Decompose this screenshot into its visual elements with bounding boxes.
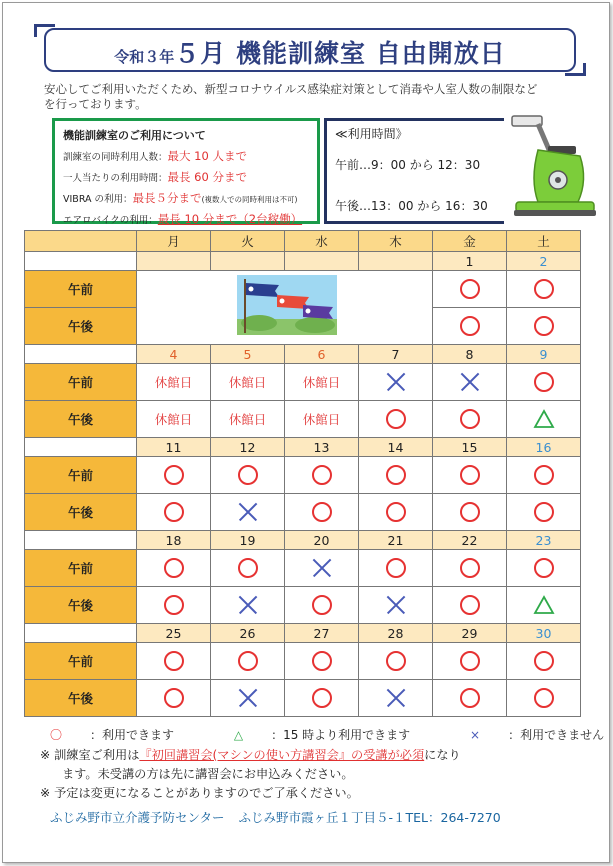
legend-partial: △ ：15 時より利用できます xyxy=(233,728,411,742)
exercise-bike-icon xyxy=(508,110,598,225)
slot-am xyxy=(285,457,359,494)
closed-label: 休館日 xyxy=(302,375,341,390)
period-pm: 午後 xyxy=(25,680,137,717)
day-number: 23 xyxy=(507,531,581,550)
usage-line-vibra: VIBRA の利用：最長５分まで(複数人での同時利用は不可) xyxy=(63,191,298,205)
available-circle-icon xyxy=(460,502,480,522)
slot-pm xyxy=(137,494,211,531)
available-circle-icon xyxy=(312,502,332,522)
slot-am xyxy=(433,457,507,494)
available-circle-icon xyxy=(534,502,554,522)
day-number: 6 xyxy=(285,345,359,364)
slot-am xyxy=(507,643,581,680)
period-pm: 午後 xyxy=(25,494,137,531)
title-month: ５月 xyxy=(174,39,227,68)
note-seminar: ※ 訓練室ご利用は『初回講習会(マシンの使い方講習会』の受講が必須になり xyxy=(40,748,461,762)
day-number: 29 xyxy=(433,624,507,643)
slot-pm xyxy=(507,494,581,531)
unavailable-cross-icon xyxy=(312,558,332,578)
usage-line-capacity: 訓練室の同時利用人数：最大 10 人まで xyxy=(63,149,247,163)
slot-pm xyxy=(507,401,581,438)
period-am: 午前 xyxy=(25,643,137,680)
day-number xyxy=(137,252,211,271)
day-number: 21 xyxy=(359,531,433,550)
available-circle-icon xyxy=(460,688,480,708)
available-circle-icon xyxy=(238,651,258,671)
legend xyxy=(50,726,613,743)
slot-am xyxy=(507,271,581,308)
slot-am xyxy=(137,457,211,494)
day-number xyxy=(285,252,359,271)
day-number: 2 xyxy=(507,252,581,271)
period-am: 午前 xyxy=(25,364,137,401)
slot-pm xyxy=(211,401,285,438)
slot-am xyxy=(433,550,507,587)
available-circle-icon xyxy=(534,688,554,708)
available-circle-icon xyxy=(386,409,406,429)
available-circle-icon xyxy=(460,409,480,429)
day-number: 16 xyxy=(507,438,581,457)
title-prefix: 令和３年 xyxy=(114,48,175,66)
closed-label: 休館日 xyxy=(154,375,193,390)
day-number-blank xyxy=(25,531,137,550)
weekday-header: 金 xyxy=(433,231,507,252)
day-number: 27 xyxy=(285,624,359,643)
legend-available: 〇 ：利用できます xyxy=(50,728,175,742)
slot-pm xyxy=(211,494,285,531)
unavailable-cross-icon xyxy=(238,502,258,522)
slot-am xyxy=(433,643,507,680)
available-circle-icon xyxy=(460,595,480,615)
available-circle-icon xyxy=(312,465,332,485)
available-circle-icon xyxy=(164,502,184,522)
hours-am: 午前…9：00 から 12：30 xyxy=(335,158,481,172)
slot-pm xyxy=(507,587,581,624)
period-am: 午前 xyxy=(25,457,137,494)
period-pm: 午後 xyxy=(25,401,137,438)
available-circle-icon xyxy=(238,465,258,485)
available-circle-icon xyxy=(164,651,184,671)
unavailable-cross-icon xyxy=(238,595,258,615)
slot-am xyxy=(359,457,433,494)
slot-pm xyxy=(285,680,359,717)
day-number: 22 xyxy=(433,531,507,550)
day-number: 7 xyxy=(359,345,433,364)
day-number: 9 xyxy=(507,345,581,364)
usage-line-time: 一人当たりの利用時間：最長 60 分まで xyxy=(63,170,247,184)
day-number-blank xyxy=(25,624,137,643)
slot-pm xyxy=(359,680,433,717)
available-circle-icon xyxy=(312,595,332,615)
slot-am xyxy=(211,643,285,680)
available-circle-icon xyxy=(534,316,554,336)
available-circle-icon xyxy=(312,688,332,708)
day-number: 25 xyxy=(137,624,211,643)
available-circle-icon xyxy=(460,279,480,299)
partial-triangle-icon xyxy=(533,595,555,615)
slot-pm xyxy=(359,587,433,624)
slot-pm xyxy=(359,401,433,438)
slot-pm xyxy=(211,680,285,717)
slot-am xyxy=(137,364,211,401)
slot-am xyxy=(137,550,211,587)
closed-label: 休館日 xyxy=(154,412,193,427)
day-number-blank xyxy=(25,438,137,457)
slot-am xyxy=(433,364,507,401)
available-circle-icon xyxy=(386,465,406,485)
slot-pm xyxy=(433,680,507,717)
available-circle-icon xyxy=(534,372,554,392)
slot-am xyxy=(211,364,285,401)
day-number: 11 xyxy=(137,438,211,457)
day-number: 1 xyxy=(433,252,507,271)
closed-label: 休館日 xyxy=(302,412,341,427)
weekday-header: 水 xyxy=(285,231,359,252)
slot-am xyxy=(285,643,359,680)
note-seminar-cont: ます。未受講の方は先に講習会にお申込みください。 xyxy=(62,767,354,781)
available-circle-icon xyxy=(164,595,184,615)
day-number xyxy=(359,252,433,271)
slot-am xyxy=(507,457,581,494)
slot-pm xyxy=(137,308,211,345)
day-number: 14 xyxy=(359,438,433,457)
slot-am xyxy=(507,550,581,587)
header-corner xyxy=(25,231,137,252)
day-number: 8 xyxy=(433,345,507,364)
usage-title: 機能訓練室のご利用について xyxy=(63,129,206,142)
slot-pm xyxy=(433,587,507,624)
available-circle-icon xyxy=(460,316,480,336)
slot-pm xyxy=(285,401,359,438)
partial-triangle-icon xyxy=(533,409,555,429)
period-am: 午前 xyxy=(25,550,137,587)
available-circle-icon xyxy=(238,558,258,578)
slot-am xyxy=(507,364,581,401)
day-number xyxy=(211,252,285,271)
period-pm: 午後 xyxy=(25,308,137,345)
hours-pm: 午後…13：00 から 16：30 xyxy=(335,199,488,213)
slot-pm xyxy=(433,308,507,345)
slot-pm xyxy=(137,680,211,717)
slot-pm xyxy=(359,494,433,531)
available-circle-icon xyxy=(386,502,406,522)
title-box xyxy=(44,28,576,72)
available-circle-icon xyxy=(534,651,554,671)
period-am: 午前 xyxy=(25,271,137,308)
slot-am xyxy=(211,457,285,494)
day-number: 13 xyxy=(285,438,359,457)
usage-rules-box xyxy=(52,118,320,224)
day-number: 20 xyxy=(285,531,359,550)
slot-am xyxy=(359,643,433,680)
title-main: 機能訓練室 自由開放日 xyxy=(226,39,506,68)
period-pm: 午後 xyxy=(25,587,137,624)
unavailable-cross-icon xyxy=(386,595,406,615)
slot-pm xyxy=(137,587,211,624)
slot-pm xyxy=(285,494,359,531)
day-number-blank xyxy=(25,345,137,364)
slot-am xyxy=(211,550,285,587)
slot-am xyxy=(137,643,211,680)
slot-am xyxy=(359,364,433,401)
footer-org: ふじみ野市立介護予防センター xyxy=(50,810,225,825)
unavailable-cross-icon xyxy=(460,372,480,392)
weekday-header: 火 xyxy=(211,231,285,252)
available-circle-icon xyxy=(386,651,406,671)
unavailable-cross-icon xyxy=(238,688,258,708)
footer-address: ふじみ野市霞ヶ丘１丁目５-１TEL：264-7270 xyxy=(238,810,501,825)
available-circle-icon xyxy=(460,558,480,578)
day-number: 30 xyxy=(507,624,581,643)
closed-label: 休館日 xyxy=(228,375,267,390)
available-circle-icon xyxy=(534,558,554,578)
day-number: 15 xyxy=(433,438,507,457)
slot-pm xyxy=(137,401,211,438)
day-number: 4 xyxy=(137,345,211,364)
available-circle-icon xyxy=(164,688,184,708)
note-schedule-change: ※ 予定は変更になることがありますのでご了承ください。 xyxy=(40,786,359,800)
weekday-header: 木 xyxy=(359,231,433,252)
unavailable-cross-icon xyxy=(386,688,406,708)
unavailable-cross-icon xyxy=(386,372,406,392)
available-circle-icon xyxy=(534,279,554,299)
day-number: 18 xyxy=(137,531,211,550)
closed-label: 休館日 xyxy=(228,412,267,427)
slot-am xyxy=(137,271,211,308)
slot-pm xyxy=(433,401,507,438)
legend-unavailable: × ：利用できません xyxy=(470,728,605,742)
day-number: 26 xyxy=(211,624,285,643)
day-number-blank xyxy=(25,252,137,271)
day-number: 28 xyxy=(359,624,433,643)
usage-line-bike: エアロバイクの利用：最長 10 分まで（2台稼働） xyxy=(63,212,303,226)
notes xyxy=(40,746,580,803)
slot-pm xyxy=(433,494,507,531)
page-title xyxy=(46,34,574,70)
available-circle-icon xyxy=(164,465,184,485)
day-number: 19 xyxy=(211,531,285,550)
available-circle-icon xyxy=(460,465,480,485)
day-number: 5 xyxy=(211,345,285,364)
slot-am xyxy=(359,271,433,308)
footer xyxy=(50,808,501,826)
hours-title: ≪利用時間》 xyxy=(335,127,408,141)
koinobori-illustration xyxy=(237,275,337,335)
day-number: 12 xyxy=(211,438,285,457)
hours-box xyxy=(324,118,504,224)
available-circle-icon xyxy=(460,651,480,671)
weekday-header: 月 xyxy=(137,231,211,252)
intro-text: 安心してご利用いただくため、新型コロナウイルス感染症対策として消毒や人室人数の制限などを行っております。 xyxy=(44,82,538,111)
available-circle-icon xyxy=(164,558,184,578)
slot-pm xyxy=(211,587,285,624)
slot-pm xyxy=(359,308,433,345)
available-circle-icon xyxy=(312,651,332,671)
slot-am xyxy=(285,550,359,587)
slot-am xyxy=(433,271,507,308)
slot-pm xyxy=(507,680,581,717)
slot-am xyxy=(285,364,359,401)
available-circle-icon xyxy=(534,465,554,485)
weekday-header: 土 xyxy=(507,231,581,252)
slot-am xyxy=(359,550,433,587)
available-circle-icon xyxy=(386,558,406,578)
slot-pm xyxy=(507,308,581,345)
slot-pm xyxy=(285,587,359,624)
